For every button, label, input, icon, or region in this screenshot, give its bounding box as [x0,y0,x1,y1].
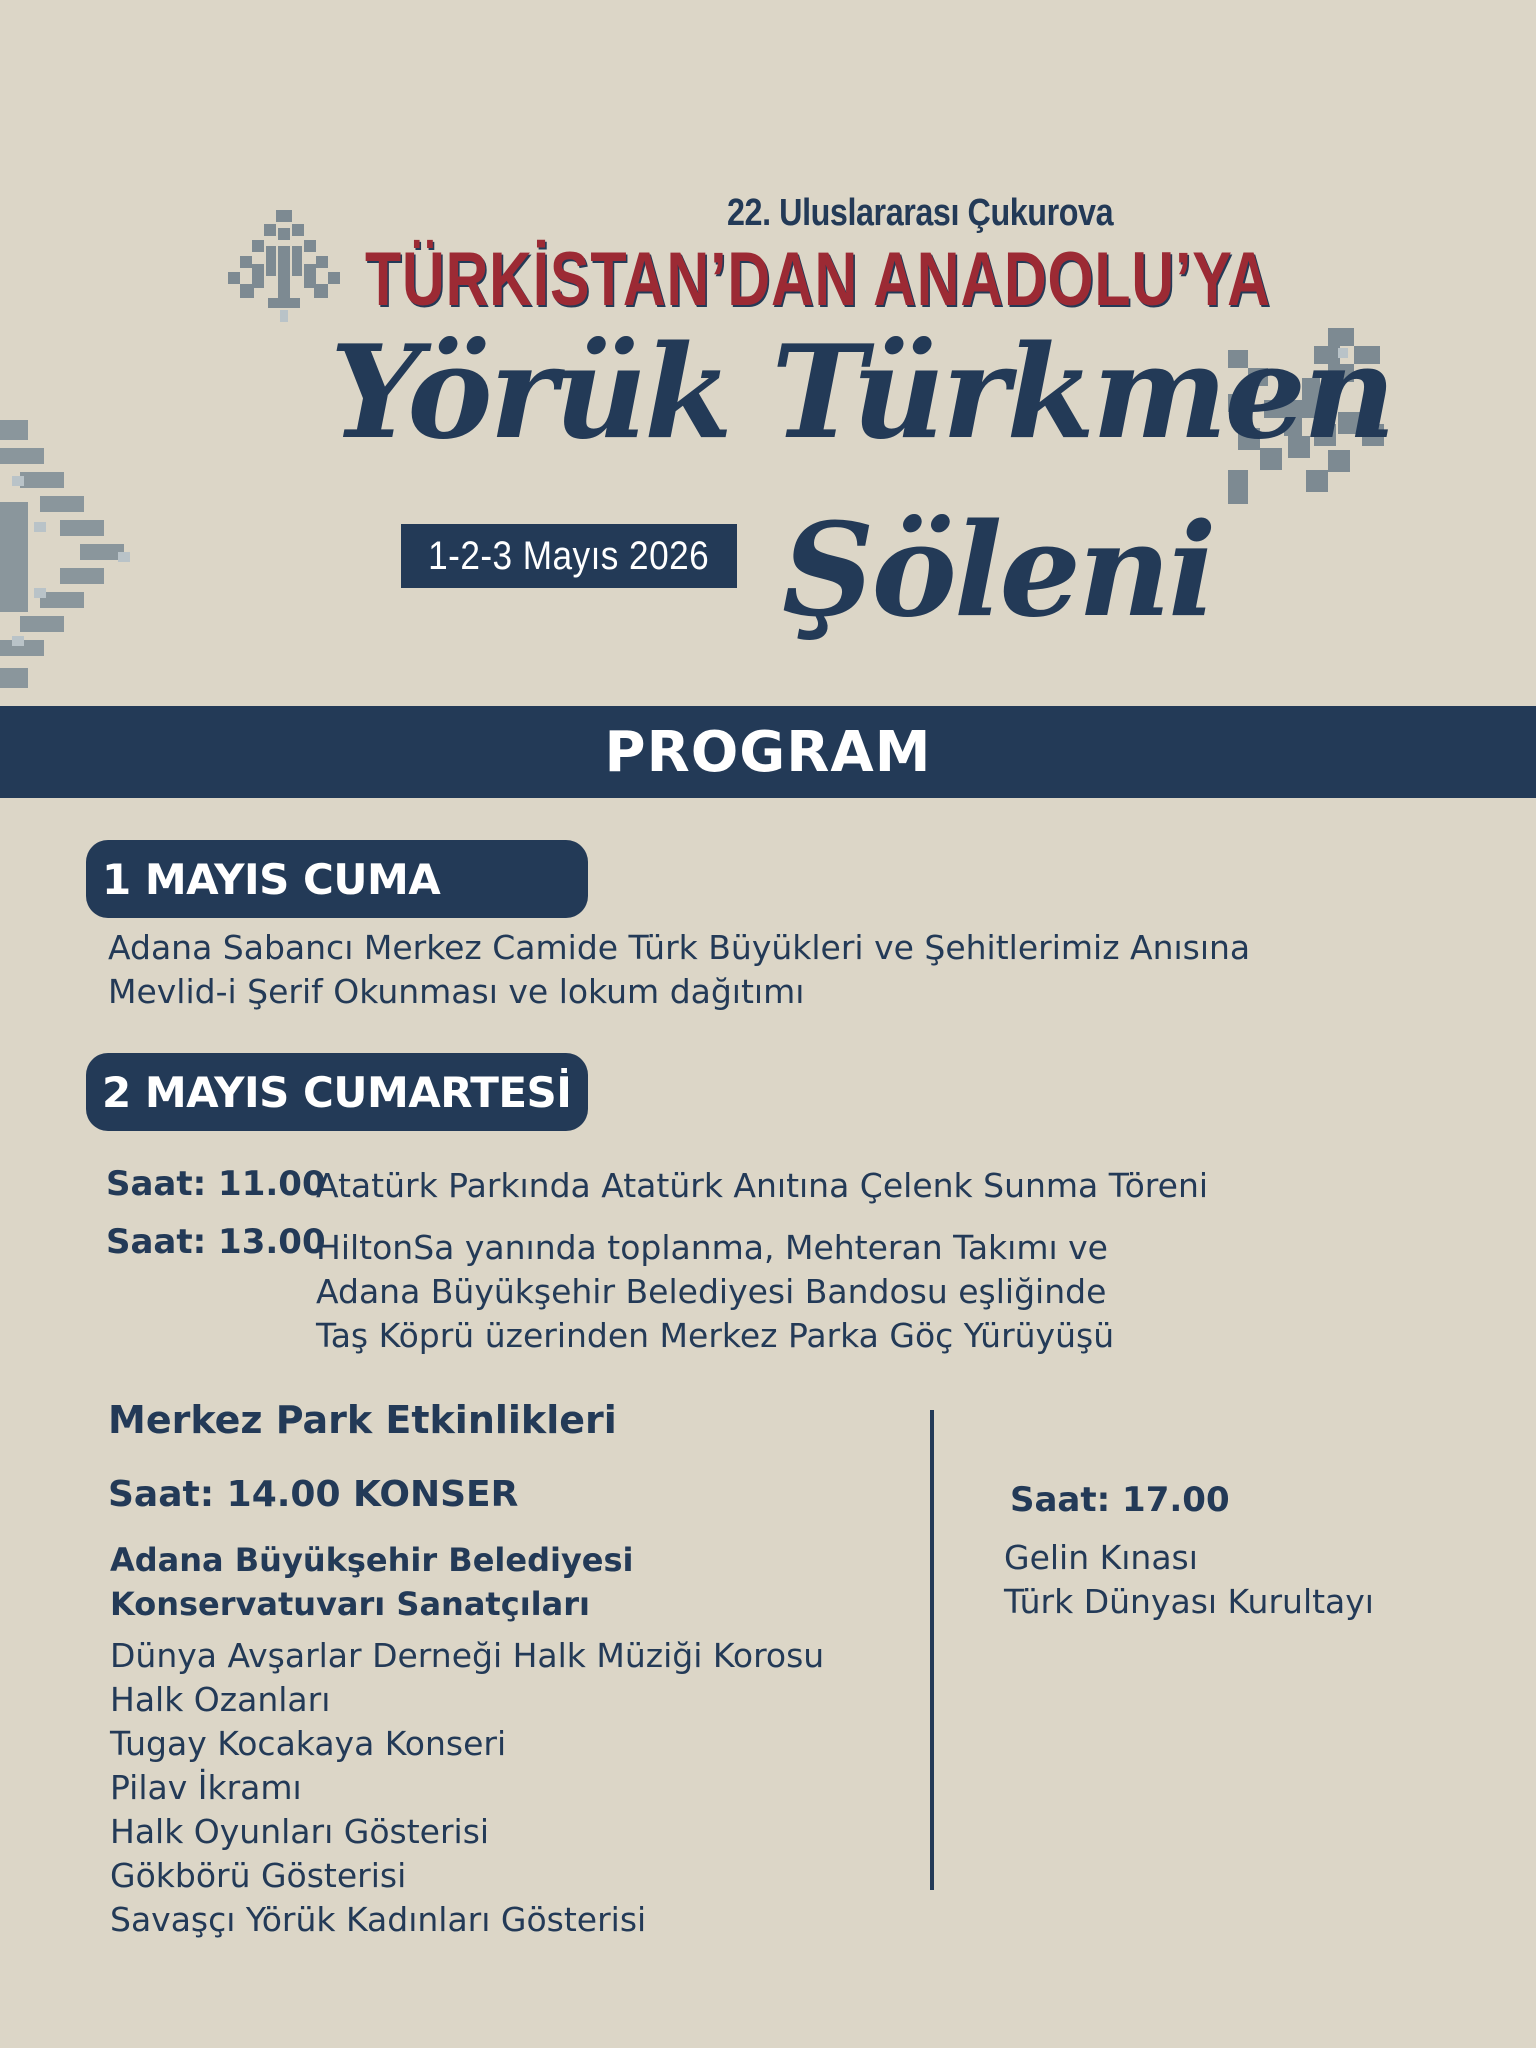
day1-text-line: Mevlid-i Şerif Okunması ve lokum dağıtımı [108,972,805,1011]
event-text-line: Taş Köprü üzerinden Merkez Parka Göç Yürüyüşü [316,1316,1115,1355]
event-time: Saat: 11.00 [106,1164,326,1204]
concert-time: Saat: 14.00 KONSER [108,1474,519,1515]
concert-performer-line: Adana Büyükşehir Belediyesi [110,1541,634,1579]
event-text-line: Atatürk Parkında Atatürk Anıtına Çelenk Sunma Töreni [316,1166,1209,1205]
evening-time: Saat: 17.00 [1010,1480,1230,1520]
day1-text-line: Adana Sabancı Merkez Camide Türk Büyükleri ve Şehitlerimiz Anısına [108,928,1251,967]
merkez-item: Gökbörü Gösterisi [110,1856,407,1895]
merkez-item: Dünya Avşarlar Derneği Halk Müziği Korosu [110,1636,825,1675]
festival-date-badge [401,524,737,588]
merkez-item: Halk Ozanları [110,1680,331,1719]
festival-top-title: TÜRKİSTAN’DAN ANADOLU’YA [365,237,1271,322]
festival-script-title-line1: Yörük Türkmen [330,318,1393,468]
day2-pill: 2 MAYIS CUMARTESİ [86,1053,588,1131]
program-title: PROGRAM [604,719,932,785]
merkez-item: Savaşçı Yörük Kadınları Gösterisi [110,1900,647,1939]
merkez-park-heading: Merkez Park Etkinlikleri [108,1398,617,1442]
merkez-item: Pilav İkramı [110,1768,302,1807]
festival-edition-subtitle: 22. Uluslararası Çukurova [727,192,1114,234]
kilim-motif-left-icon [0,412,140,712]
merkez-item: Halk Oyunları Gösterisi [110,1812,490,1851]
concert-performer-line: Konservatuvarı Sanatçıları [110,1585,590,1623]
festival-date-text: 1-2-3 Mayıs 2026 [428,533,710,578]
evening-item: Gelin Kınası [1004,1538,1198,1577]
tree-motif-icon [224,206,344,326]
merkez-item: Tugay Kocakaya Konseri [110,1724,507,1763]
column-divider [930,1410,934,1890]
event-text-line: Adana Büyükşehir Belediyesi Bandosu eşliğinde [316,1272,1107,1311]
event-text-line: HiltonSa yanında toplanma, Mehteran Takımı ve [316,1228,1108,1267]
evening-item: Türk Dünyası Kurultayı [1004,1582,1374,1621]
festival-script-title-line2: Şöleni [782,496,1214,646]
program-band [0,706,1536,798]
day1-pill: 1 MAYIS CUMA [86,840,588,918]
event-time: Saat: 13.00 [106,1222,326,1262]
